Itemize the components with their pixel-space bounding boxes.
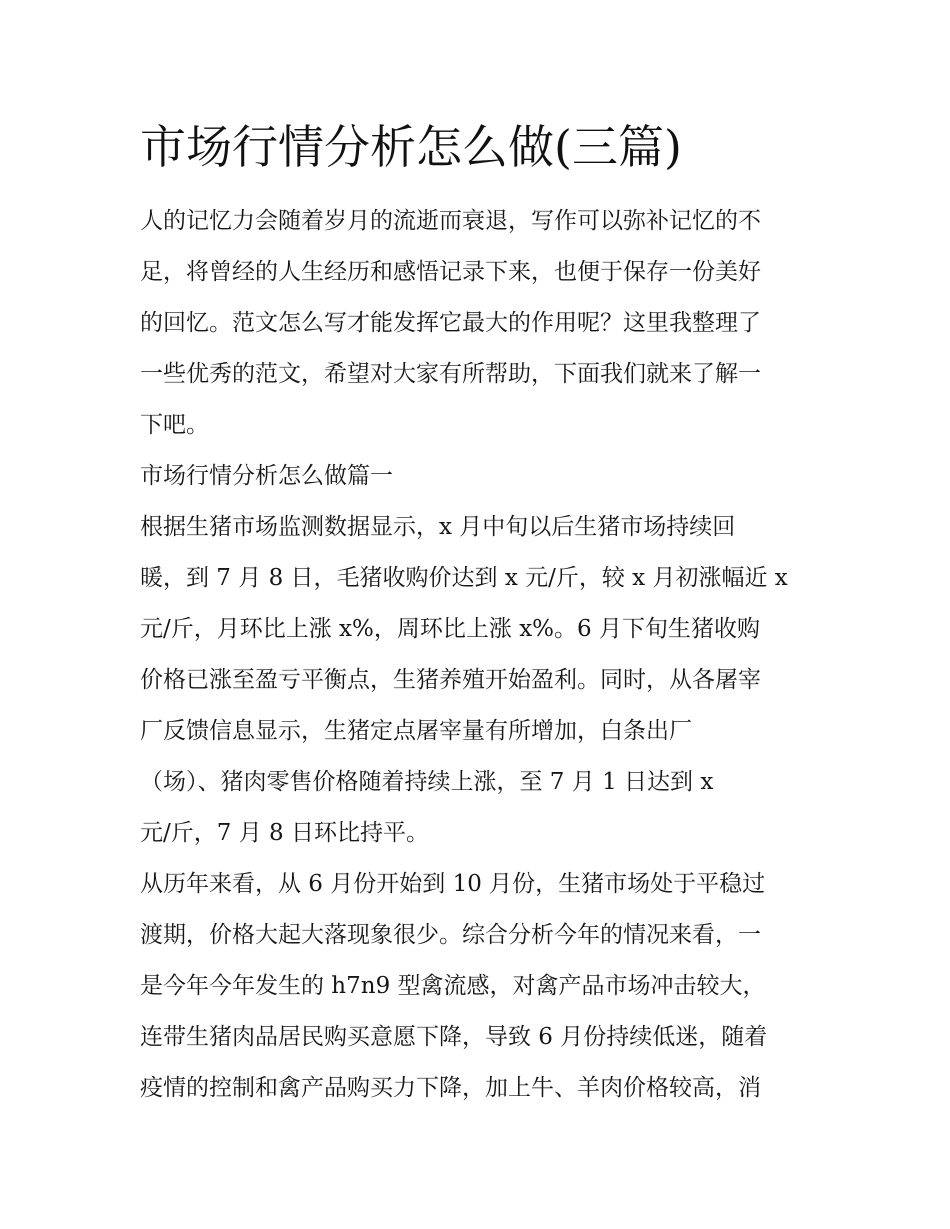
section-heading: 市场行情分析怎么做篇一 bbox=[140, 463, 393, 489]
body-line: 厂反馈信息显示，生猪定点屠宰量有所增加，白条出厂 bbox=[140, 718, 692, 744]
intro-line: 人的记忆力会随着岁月的流逝而衰退，写作可以弥补记忆的不 bbox=[140, 208, 761, 234]
document-body bbox=[140, 196, 820, 1114]
intro-line: 足，将曾经的人生经历和感悟记录下来，也便于保存一份美好 bbox=[140, 259, 761, 285]
body-line: 暖，到 7 月 8 日，毛猪收购价达到 x 元/斤，较 x 月初涨幅近 x bbox=[140, 565, 788, 591]
body-line: 疫情的控制和禽产品购买力下降，加上牛、羊肉价格较高，消 bbox=[140, 1075, 761, 1101]
body-line: 是今年今年发生的 h7n9 型禽流感，对禽产品市场冲击较大， bbox=[140, 973, 766, 999]
intro-line: 的回忆。范文怎么写才能发挥它最大的作用呢？这里我整理了 bbox=[140, 310, 761, 336]
body-line: 从历年来看，从 6 月份开始到 10 月份，生猪市场处于平稳过 bbox=[140, 871, 766, 897]
body-line: （场）、猪肉零售价格随着持续上涨，至 7 月 1 日达到 x bbox=[140, 769, 714, 795]
body-line: 连带生猪肉品居民购买意愿下降，导致 6 月份持续低迷，随着 bbox=[140, 1024, 768, 1050]
body-line: 价格已涨至盈亏平衡点，生猪养殖开始盈利。同时，从各屠宰 bbox=[140, 667, 761, 693]
body-line: 元/斤，月环比上涨 x%，周环比上涨 x%。6 月下旬生猪收购 bbox=[140, 616, 760, 642]
body-line: 元/斤，7 月 8 日环比持平。 bbox=[140, 820, 429, 846]
intro-line: 下吧。 bbox=[140, 412, 209, 438]
intro-line: 一些优秀的范文，希望对大家有所帮助，下面我们就来了解一 bbox=[140, 361, 761, 387]
body-line: 根据生猪市场监测数据显示，x 月中旬以后生猪市场持续回 bbox=[140, 514, 736, 540]
document-title: 市场行情分析怎么做(三篇) bbox=[140, 120, 682, 174]
body-line: 渡期，价格大起大落现象很少。综合分析今年的情况来看，一 bbox=[140, 922, 761, 948]
